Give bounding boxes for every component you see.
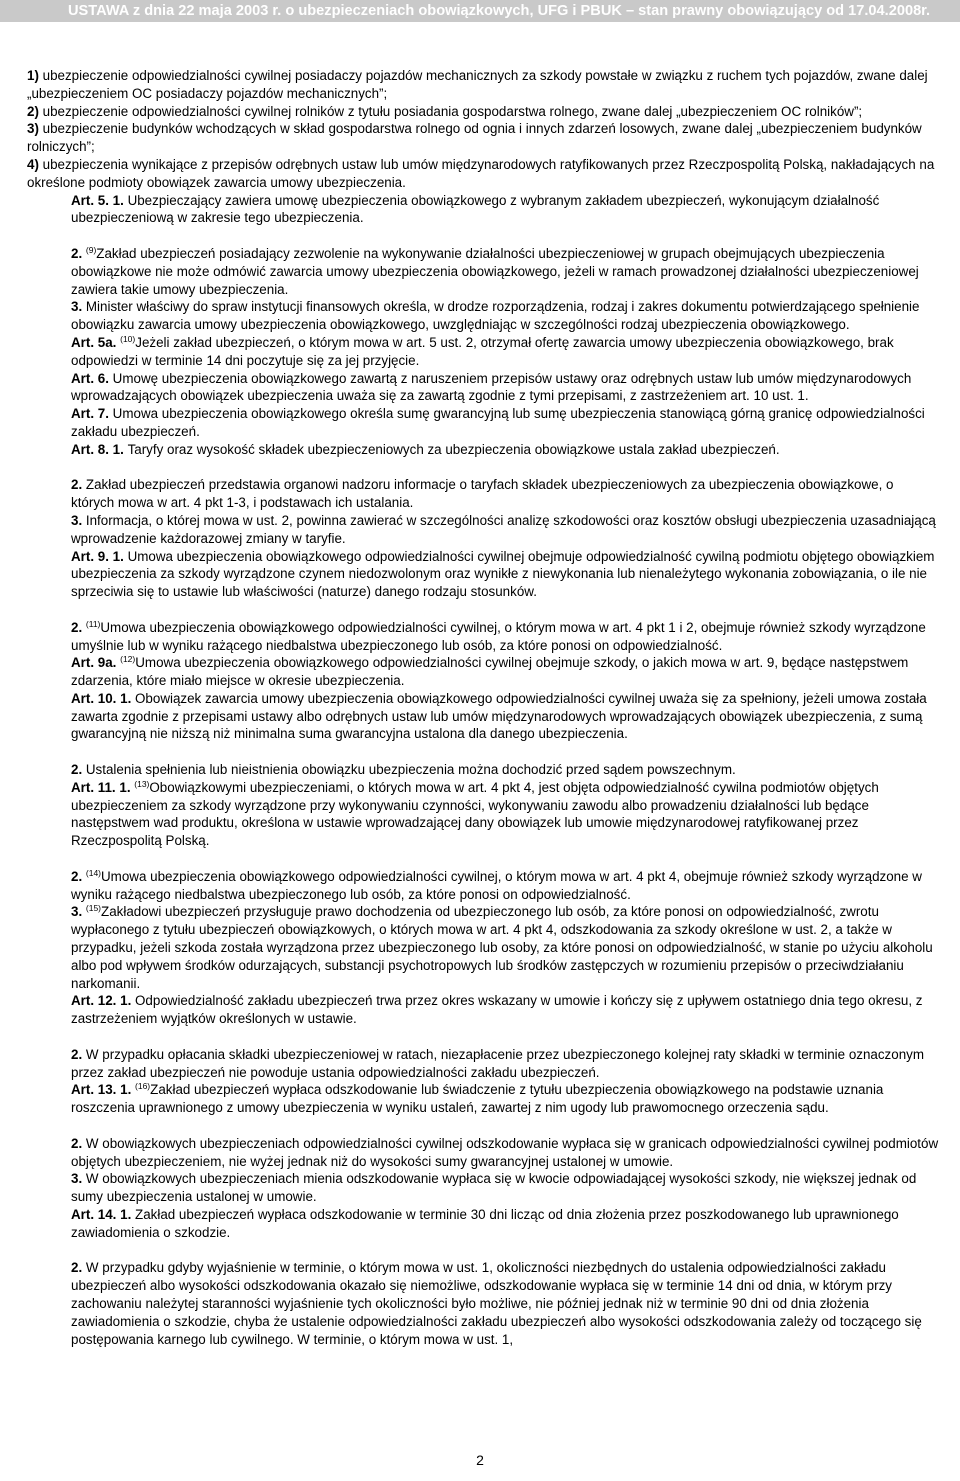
paragraph-text: Odpowiedzialność zakładu ubezpieczeń trwa przez okres wskazany w umowie i kończy się z upływem ostatniego dnia tego okresu, z zastrzeżeniem wyjątków określonych w ustawie. xyxy=(71,993,923,1027)
footnote-ref: (11) xyxy=(85,618,101,629)
footnote-ref: (13) xyxy=(134,778,150,789)
paragraph-text: W obowiązkowych ubezpieczeniach odpowiedzialności cywilnej odszkodowanie wypłaca się w granicach odpowiedzialności cywilnej podmiotów objętych ubezpieczeniem, nie wyżej jednak niż do wysokości sumy gwarancyjnej ustalonej w umowie. xyxy=(71,1135,939,1169)
paragraph xyxy=(27,690,939,743)
paragraph-text: Umowa ubezpieczenia obowiązkowego odpowiedzialności cywilnej, o którym mowa w art. 4 pkt 4, obejmuje również szkody wyrządzone w wyniku rażącego niedbalstwa ubezpieczonego lub osób, za które ponosi on odpowiedzialność. xyxy=(71,868,922,902)
paragraph-gap xyxy=(27,850,939,868)
paragraph-text: Obowiązek zawarcia umowy ubezpieczenia obowiązkowego odpowiedzialności cywilnej uważa się za spełniony, jeżeli umowa została zawarta zgodnie z przepisami ustawy albo odrębnych ustaw lub umów międzynarodowych wprowadzających obowiązek ubezpieczenia, z sumą gwarancyjną nie niższą niż minimalna suma gwarancyjna ustalona dla danego ubezpieczenia. xyxy=(71,690,927,742)
paragraph-text: ubezpieczenie odpowiedzialności cywilnej rolników z tytułu posiadania gospodarstwa rolnego, zwane dalej „ubezpieczeniem OC rolników”; xyxy=(42,103,863,119)
paragraph-gap xyxy=(27,1028,939,1046)
paragraph-label: 3. xyxy=(71,512,86,528)
paragraph xyxy=(27,103,939,121)
paragraph xyxy=(27,1206,939,1242)
paragraph-gap xyxy=(27,227,939,245)
paragraph-text: Zakład ubezpieczeń posiadający zezwolenie na wykonywanie działalności ubezpieczeniowej w grupach obejmujących ubezpieczenia obowiązkowe nie może odmówić zawarcia umowy ubezpieczenia obowiązkowego, jeżeli w ramach prowadzonej działalności ubezpieczeniowej zawiera takie umowy ubezpieczenia. xyxy=(71,245,919,297)
paragraph-label: Art. 5. 1. xyxy=(71,192,128,208)
paragraph-text: Ubezpieczający zawiera umowę ubezpieczenia obowiązkowego z wybranym zakładem ubezpieczeń, wykonującym działalność ubezpieczeniową w zakresie tego ubezpieczenia. xyxy=(71,192,880,226)
paragraph xyxy=(27,334,939,370)
paragraph xyxy=(27,441,939,459)
paragraph-label: 2. xyxy=(71,619,86,635)
paragraph xyxy=(27,992,939,1028)
paragraph xyxy=(27,548,939,601)
paragraph xyxy=(27,779,939,850)
paragraph-text: Ustalenia spełnienia lub nieistnienia obowiązku ubezpieczenia można dochodzić przed sądem powszechnym. xyxy=(85,762,736,778)
paragraph xyxy=(27,619,939,655)
paragraph xyxy=(27,298,939,334)
paragraph xyxy=(27,1170,939,1206)
paragraph-text: Zakład ubezpieczeń przedstawia organowi nadzoru informacje o taryfach składek ubezpieczeniowych za ubezpieczenia obowiązkowe, o których mowa w art. 4 pkt 1-3, i podstawach ich ustalania. xyxy=(71,477,894,511)
paragraph-gap xyxy=(27,1117,939,1135)
header-text: USTAWA z dnia 22 maja 2003 r. o ubezpieczeniach obowiązkowych, UFG i PBUK – stan prawny obowiązujący od 17.04.2008r. xyxy=(68,3,931,19)
paragraph-label: Art. 12. 1. xyxy=(71,993,136,1009)
paragraph-text: Umowa ubezpieczenia obowiązkowego odpowiedzialności cywilnej obejmuje szkody, o jakich mowa w art. 9, będące następstwem zdarzenia, które miało miejsce w okresie ubezpieczenia. xyxy=(71,655,909,689)
paragraph-gap xyxy=(27,743,939,761)
paragraph-text: Umowę ubezpieczenia obowiązkowego zawartą z naruszeniem przepisów ustawy oraz odrębnych ustaw lub umów międzynarodowych wprowadzających obowiązek ubezpieczenia uważa się za zawartą zgodnie z tymi przepisami, z zastrzeżeniem art. 10 ust. 1. xyxy=(71,370,912,404)
paragraph xyxy=(27,405,939,441)
paragraph-label: 1) xyxy=(27,68,43,83)
paragraph-label: 2) xyxy=(27,103,43,119)
paragraph-label: 2. xyxy=(71,762,86,778)
paragraph-label: Art. 8. 1. xyxy=(71,441,128,457)
paragraph-label: 2. xyxy=(71,1046,86,1062)
page-number: 2 xyxy=(476,1452,484,1468)
paragraph-text: ubezpieczenie odpowiedzialności cywilnej posiadaczy pojazdów mechanicznych za szkody powstałe w związku z ruchem tych pojazdów, zwane dalej „ubezpieczeniem OC posiadaczy pojazdów mechanicznych”; xyxy=(27,68,928,101)
paragraph-label: Art. 9a. xyxy=(71,655,121,671)
paragraph xyxy=(27,1259,939,1348)
paragraph-text: Zakład ubezpieczeń wypłaca odszkodowanie w terminie 30 dni licząc od dnia złożenia przez poszkodowanego lub uprawnionego zawiadomienia o szkodzie. xyxy=(71,1207,899,1240)
paragraph-text: Zakład ubezpieczeń wypłaca odszkodowanie lub świadczenie z tytułu ubezpieczenia obowiązkowego na podstawie uznania roszczenia uprawnionego z umowy ubezpieczenia w wyniku ustaleń, zawartej z nim ugody lub prawomocnego orzeczenia sądu. xyxy=(71,1082,884,1116)
paragraph xyxy=(27,120,939,156)
paragraph-label: 3) xyxy=(27,121,43,137)
paragraph-text: Umowa ubezpieczenia obowiązkowego odpowiedzialności cywilnej obejmuje odpowiedzialność cywilną podmiotu objętego obowiązkiem ubezpieczenia za szkody wyrządzone czynem niedozwolonym oraz wynikłe z niewykonania lub nienależytego wykonania zobowiązania, o ile nie sprzeciwia się to ustawie lub właściwości (naturze) danego rodzaju stosunków. xyxy=(71,548,935,600)
paragraph-label: 2. xyxy=(71,1135,86,1151)
paragraph-text: ubezpieczenia wynikające z przepisów odrębnych ustaw lub umów międzynarodowych ratyfikowanych przez Rzeczpospolitą Polską, nakładających na określone podmioty obowiązek zawarcia umowy ubezpieczenia. xyxy=(27,156,935,190)
paragraph-label: Art. 13. 1. xyxy=(71,1082,136,1098)
paragraph-gap xyxy=(27,459,939,477)
paragraph xyxy=(27,192,939,228)
footnote-ref: (14) xyxy=(85,867,102,878)
paragraph-label: Art. 14. 1. xyxy=(71,1207,136,1222)
paragraph-label: Art. 9. 1. xyxy=(71,548,128,564)
paragraph-label: 4) xyxy=(27,156,43,172)
paragraph-label: Art. 10. 1. xyxy=(71,690,136,706)
paragraph-label: 3. xyxy=(71,1171,86,1187)
document-header xyxy=(0,0,960,22)
paragraph-text: W przypadku gdyby wyjaśnienie w terminie, o którym mowa w ust. 1, okoliczności niezbędnych do ustalenia odpowiedzialności zakładu ubezpieczeń albo wysokości odszkodowania okazało się niemożliwe, odszkodowanie wypłaca się w terminie 14 dni od dnia, w którym przy zachowaniu należytej staranności wyjaśnienie tych okoliczności było możliwe, nie później jednak niż w terminie 90 dni od dnia złożenia zawiadomienia o szkodzie, chyba że ustalenie odpowiedzialności zakładu ubezpieczeń albo wysokości odszkodowania zależy od toczącego się postępowania karnego lub cywilnego. W terminie, o którym mowa w ust. 1, xyxy=(71,1260,922,1347)
paragraph-label: 3. xyxy=(71,299,86,315)
paragraph xyxy=(27,761,939,779)
paragraph xyxy=(27,868,939,904)
paragraph-text: Taryfy oraz wysokość składek ubezpieczeniowych za ubezpieczenia obowiązkowe ustala zakład ubezpieczeń. xyxy=(127,441,780,457)
paragraph xyxy=(27,903,939,992)
paragraph xyxy=(27,370,939,406)
paragraph-text: W przypadku opłacania składki ubezpieczeniowej w ratach, niezapłacenie przez ubezpieczonego kolejnej raty składki w terminie oznaczonym przez zakład ubezpieczeń nie powoduje ustania odpowiedzialności zakładu ubezpieczeń. xyxy=(71,1046,924,1080)
paragraph-text: Jeżeli zakład ubezpieczeń, o którym mowa w art. 5 ust. 2, otrzymał ofertę zawarcia umowy ubezpieczenia obowiązkowego, brak odpowiedzi w terminie 14 dni poczytuje się za jej przyjęcie. xyxy=(71,334,894,368)
paragraph-text: Umowa ubezpieczenia obowiązkowego odpowiedzialności cywilnej, o którym mowa w art. 4 pkt 1 i 2, obejmuje również szkody wyrządzone umyślnie lub w wyniku rażącego niedbalstwa ubezpieczonego lub osób, za które ponosi on odpowiedzialność. xyxy=(71,619,926,653)
paragraph-label: 2. xyxy=(71,245,86,261)
paragraph xyxy=(27,1081,939,1117)
paragraph xyxy=(27,1135,939,1171)
paragraph xyxy=(27,156,939,192)
paragraph-text: Minister właściwy do spraw instytucji finansowych określa, w drodze rozporządzenia, rodzaj i zakres dokumentu potwierdzającego spełnienie obowiązku zawarcia umowy ubezpieczenia obowiązkowego, uwzględniając w szczególności rodzaj ubezpieczenia obowiązkowego. xyxy=(71,299,920,333)
paragraph-text: W obowiązkowych ubezpieczeniach mienia odszkodowanie wypłaca się w kwocie odpowiadającej wysokości szkody, nie większej jednak od sumy ubezpieczenia ustalonej w umowie. xyxy=(71,1171,917,1205)
paragraph-text: Informacja, o której mowa w ust. 2, powinna zawierać w szczególności analizę szkodowości oraz kosztów obsługi ubezpieczenia uzasadniającą wprowadzenie każdorazowej zmiany w taryfie. xyxy=(71,512,936,546)
paragraph-text: Zakładowi ubezpieczeń przysługuje prawo dochodzenia od ubezpieczonego lub osób, za które ponosi on odpowiedzialność, zwrotu wypłaconego z tytułu ubezpieczeń obowiązkowych, o których mowa w art. 4 pkt 4, odszkodowania za szkody określone w ust. 2, a także w przypadku, jeżeli szkoda została wyrządzona przez ubezpieczonego lub osoby, za które ponosi on odpowiedzialność, w stanie po użyciu alkoholu albo pod wpływem środków odurzających, substancji psychotropowych lub środków zastępczych w rozumieniu przepisów o przeciwdziałaniu narkomanii. xyxy=(71,904,933,991)
paragraph-label: Art. 7. xyxy=(71,406,113,422)
paragraph-text: Umowa ubezpieczenia obowiązkowego określa sumę gwarancyjną lub sumę ubezpieczenia stanowiącą górną granicę odpowiedzialności zakładu ubezpieczeń. xyxy=(71,406,925,439)
paragraph-label: 2. xyxy=(71,1260,86,1276)
paragraph-label: 3. xyxy=(71,904,86,920)
paragraph-gap xyxy=(27,1242,939,1260)
paragraph xyxy=(27,476,939,512)
paragraph-text: Obowiązkowymi ubezpieczeniami, o których mowa w art. 4 pkt 4, jest objęta odpowiedzialność cywilna podmiotów objętych ubezpieczeniem za szkody wyrządzone przy wykonywaniu czynności, wykonywaniu zawodu albo prowadzeniu działalności lub będące następstwem wad produktu, określona w ustawie wprowadzającej dany obowiązek lub umowie międzynarodowej ratyfikowanej przez Rzeczpospolitą Polską. xyxy=(71,779,879,849)
paragraph-gap xyxy=(27,601,939,619)
paragraph-text: ubezpieczenie budynków wchodzących w skład gospodarstwa rolnego od ognia i innych zdarzeń losowych, zwane dalej „ubezpieczeniem budynków rolniczych”; xyxy=(27,121,922,155)
paragraph-label: 2. xyxy=(71,868,86,884)
footnote-ref: (16) xyxy=(135,1081,151,1092)
paragraph-label: 2. xyxy=(71,477,86,493)
footnote-ref: (15) xyxy=(85,903,102,914)
paragraph xyxy=(27,654,939,690)
document-body xyxy=(27,67,939,1348)
paragraph xyxy=(27,67,939,103)
paragraph-label: Art. 5a. xyxy=(71,334,121,350)
paragraph xyxy=(27,1046,939,1082)
footnote-ref: (9) xyxy=(85,244,97,255)
paragraph xyxy=(27,245,939,298)
paragraph-label: Art. 6. xyxy=(71,370,113,386)
footnote-ref: (10) xyxy=(120,333,136,344)
paragraph-label: Art. 11. 1. xyxy=(71,779,135,795)
paragraph xyxy=(27,512,939,548)
footnote-ref: (12) xyxy=(120,654,136,665)
